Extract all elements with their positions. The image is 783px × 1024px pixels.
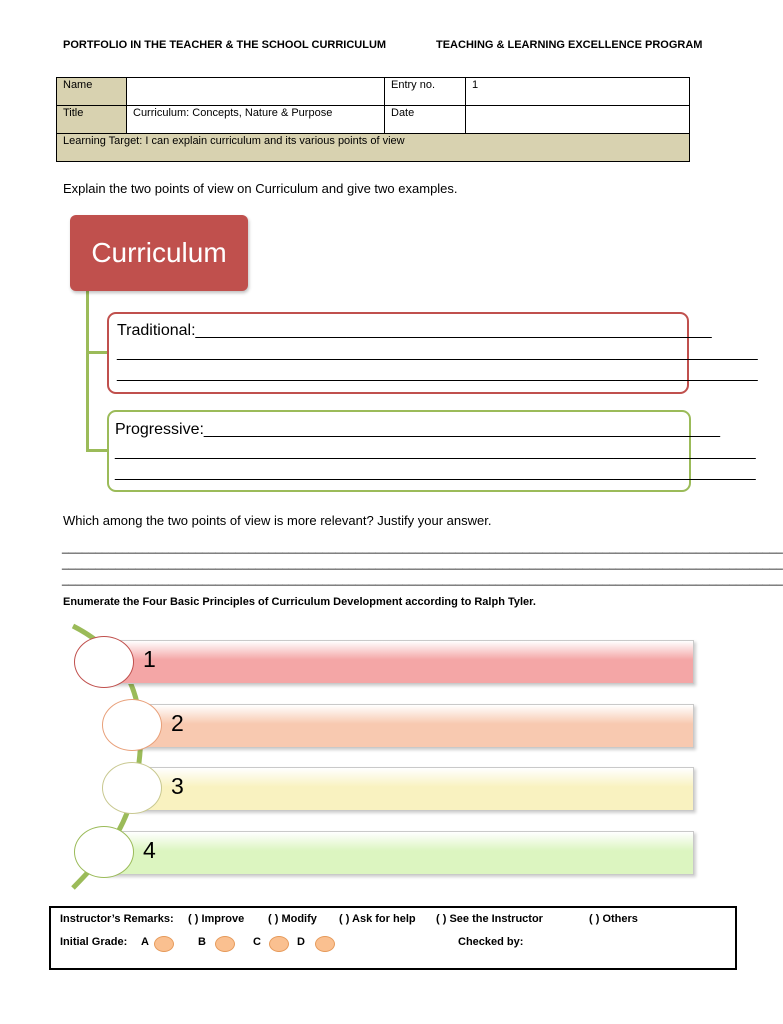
grade-label: Initial Grade: (60, 936, 128, 948)
progressive-line[interactable]: ________________________________________________________________________ (115, 464, 756, 481)
principle-circle-1 (74, 636, 134, 688)
principle-circle-3 (102, 762, 162, 814)
principle-number-4: 4 (143, 837, 156, 863)
title-label: Title (57, 106, 127, 134)
curriculum-title-box: Curriculum (70, 215, 248, 291)
answer-line[interactable]: ____________________________________________________________________________________________________________ (62, 572, 783, 586)
entry-label: Entry no. (385, 78, 466, 106)
traditional-line[interactable]: Traditional:__________________________________________________________ (117, 322, 712, 339)
date-field[interactable] (466, 106, 690, 134)
principle-circle-4 (74, 826, 134, 878)
progressive-box (107, 410, 756, 492)
traditional-box (107, 312, 758, 394)
answer-line[interactable]: ____________________________________________________________________________________________________________ (62, 556, 783, 570)
principle-circle-2 (102, 699, 162, 751)
option-see-instructor[interactable]: ( ) See the Instructor (436, 913, 543, 925)
grade-a-bubble[interactable] (154, 936, 174, 952)
answer-line[interactable]: ____________________________________________________________________________________________________________ (62, 540, 783, 554)
header-right: TEACHING & LEARNING EXCELLENCE PROGRAM (436, 39, 703, 51)
grade-d-bubble[interactable] (315, 936, 335, 952)
header-left: PORTFOLIO IN THE TEACHER & THE SCHOOL CURRICULUM (63, 39, 387, 51)
question-3: Enumerate the Four Basic Principles of Curriculum Development according to Ralph Tyler. (63, 596, 536, 608)
grade-c-bubble[interactable] (269, 936, 289, 952)
option-others[interactable]: ( ) Others (589, 913, 638, 925)
traditional-line[interactable]: ________________________________________________________________________ (117, 365, 758, 382)
principle-bar-2[interactable] (134, 704, 694, 748)
diagram-connector (86, 291, 89, 452)
principle-number-2: 2 (171, 710, 184, 736)
checked-by-label: Checked by: (458, 936, 524, 948)
principle-number-3: 3 (171, 773, 184, 799)
question-1: Explain the two points of view on Curriculum and give two examples. (63, 181, 458, 196)
info-row (57, 106, 690, 134)
grade-b-bubble[interactable] (215, 936, 235, 952)
info-row (57, 78, 690, 106)
traditional-line[interactable]: ________________________________________________________________________ (117, 344, 758, 361)
date-label: Date (385, 106, 466, 134)
principle-number-1: 1 (143, 646, 156, 672)
remarks-box (49, 906, 737, 970)
title-value: Curriculum: Concepts, Nature & Purpose (127, 106, 385, 134)
info-table (56, 77, 690, 162)
option-modify[interactable]: ( ) Modify (268, 913, 317, 925)
principle-bar-4[interactable] (105, 831, 694, 875)
question-2: Which among the two points of view is more relevant? Justify your answer. (63, 513, 492, 528)
principle-bar-3[interactable] (134, 767, 694, 811)
grade-a-label: A (141, 936, 149, 948)
learning-target: Learning Target: I can explain curriculum and its various points of view (57, 134, 690, 162)
remarks-label: Instructor’s Remarks: (60, 913, 174, 925)
option-ask-for-help[interactable]: ( ) Ask for help (339, 913, 416, 925)
entry-value[interactable]: 1 (466, 78, 690, 106)
option-improve[interactable]: ( ) Improve (188, 913, 245, 925)
grade-b-label: B (198, 936, 206, 948)
name-field[interactable] (127, 78, 385, 106)
diagram-connector (86, 449, 108, 452)
name-label: Name (57, 78, 127, 106)
grade-d-label: D (297, 936, 305, 948)
principle-bar-1[interactable] (105, 640, 694, 684)
diagram-connector (86, 351, 108, 354)
progressive-line[interactable]: ________________________________________________________________________ (115, 443, 756, 460)
info-row (57, 134, 690, 162)
progressive-line[interactable]: Progressive:__________________________________________________________ (115, 421, 721, 438)
grade-c-label: C (253, 936, 261, 948)
